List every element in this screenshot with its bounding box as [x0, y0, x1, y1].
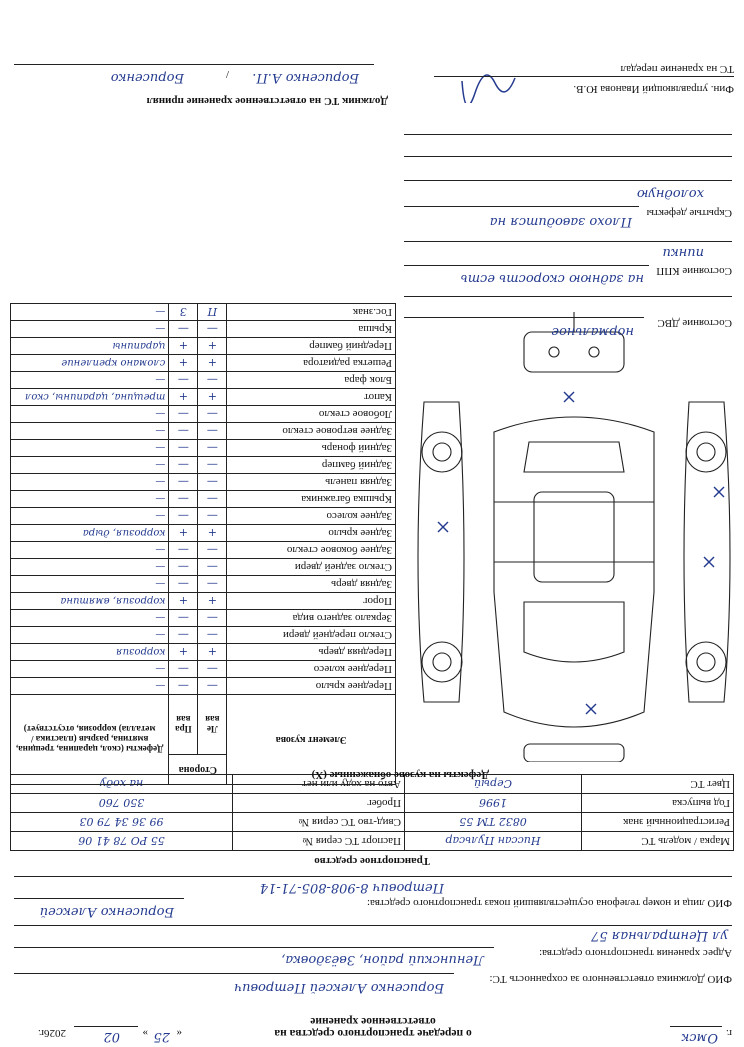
vehicle-value: на ходу — [11, 775, 233, 794]
left-mark: + — [198, 593, 227, 610]
body-row — [11, 423, 396, 440]
gearbox-value-1: на заднюю скорость есть — [460, 271, 644, 286]
body-row — [11, 678, 396, 695]
left-mark: — — [198, 372, 227, 389]
left-mark: — — [198, 610, 227, 627]
body-element-name: Лобовое стекло — [227, 406, 396, 423]
left-mark: — — [198, 321, 227, 338]
right-mark: + — [169, 525, 198, 542]
defect-desc: — — [11, 627, 169, 644]
hidden-defects-value-1: Плохо заводится на — [489, 214, 632, 229]
body-element-name: Задний фонарь — [227, 440, 396, 457]
document-title: о передаче транспортного средства на ответственное хранение — [274, 1015, 472, 1039]
right-mark: — — [169, 576, 198, 593]
hidden-defects-value-2: холодную — [636, 186, 704, 201]
vehicle-value: 55 РО 78 41 06 — [11, 832, 233, 851]
body-row — [11, 525, 396, 542]
body-row — [11, 372, 396, 389]
right-mark: — — [169, 372, 198, 389]
vehicle-label: Паспорт ТС серия № — [233, 832, 405, 851]
col-defects-header: Дефекты (скол, царапина, трещина, вмятина, разрыв (пластика / металла) коррозия, отсутствует) — [11, 695, 169, 785]
defect-desc: — — [11, 474, 169, 491]
vehicle-value: 99 36 34 79 03 — [11, 813, 233, 832]
right-mark: — — [169, 559, 198, 576]
transfer-signature — [460, 67, 520, 103]
left-mark: — — [198, 508, 227, 525]
left-mark: + — [198, 355, 227, 372]
car-body-diagram — [404, 302, 744, 762]
address-value-1: Ленинский район, Звёздовка, — [281, 952, 484, 967]
car-outline-right-side — [418, 402, 464, 702]
vehicle-value: Серый — [405, 775, 582, 794]
car-outline-front-rear — [524, 312, 624, 762]
accept-name: Борисенко А.П. — [252, 70, 359, 85]
right-mark: — — [169, 491, 198, 508]
defect-desc: — — [11, 508, 169, 525]
right-mark: — — [169, 661, 198, 678]
defect-desc: — — [11, 406, 169, 423]
defect-desc: царапины — [11, 338, 169, 355]
body-element-name: Решетка радиатора — [227, 355, 396, 372]
fio-phone-value-1: Борисенко Алексей — [39, 904, 174, 919]
left-mark: + — [198, 338, 227, 355]
defect-desc: — — [11, 559, 169, 576]
right-mark: + — [169, 355, 198, 372]
left-mark: — — [198, 423, 227, 440]
body-element-name: Задняя панель — [227, 474, 396, 491]
defect-desc: — — [11, 423, 169, 440]
date-year: 2026г. — [37, 1027, 66, 1039]
address-value-2: ул Центральная 57 — [591, 928, 728, 943]
right-mark: + — [169, 389, 198, 406]
right-mark: — — [169, 542, 198, 559]
body-row — [11, 559, 396, 576]
body-row — [11, 508, 396, 525]
vehicle-label: Регистрационный знак — [582, 813, 734, 832]
right-mark: — — [169, 610, 198, 627]
col-side-header: Сторона — [169, 755, 227, 785]
defect-desc: — — [11, 678, 169, 695]
left-mark: — — [198, 661, 227, 678]
right-mark: + — [169, 644, 198, 661]
vehicle-value: 0832 ТМ 55 — [405, 813, 582, 832]
defect-desc: коррозия, дыра — [11, 525, 169, 542]
body-row — [11, 644, 396, 661]
right-mark: — — [169, 474, 198, 491]
body-element-name: Капот — [227, 389, 396, 406]
body-element-name: Порог — [227, 593, 396, 610]
gearbox-value-2: пинки — [662, 245, 704, 260]
body-row — [11, 627, 396, 644]
body-element-name: Передняя дверь — [227, 644, 396, 661]
left-mark: + — [198, 644, 227, 661]
left-mark: П — [198, 304, 227, 321]
defects-diagram-title: Дефекты на кузове обнаженные (Х) — [311, 769, 489, 781]
defect-desc: — — [11, 321, 169, 338]
right-mark: — — [169, 423, 198, 440]
right-mark: — — [169, 440, 198, 457]
body-element-name: Заднее крыло — [227, 525, 396, 542]
right-mark: — — [169, 321, 198, 338]
body-element-name: Заднее колесо — [227, 508, 396, 525]
date-month: 02 — [103, 1029, 120, 1044]
body-element-name: Стекло задней двери — [227, 559, 396, 576]
hidden-defects-label: Скрытые дефекты — [646, 207, 732, 219]
body-element-name: Задний бампер — [227, 457, 396, 474]
vehicle-label: Цвет ТС — [582, 775, 734, 794]
body-element-name: Зеркало заднего вида — [227, 610, 396, 627]
vehicle-value: 350 760 — [11, 794, 233, 813]
signature-scribble — [460, 73, 520, 103]
left-mark: + — [198, 389, 227, 406]
date-open: « — [176, 1027, 182, 1039]
fio-phone-label: ФИО лица и номер телефона осуществлявший показ транспортного средства: — [366, 897, 732, 909]
right-mark: — — [169, 457, 198, 474]
body-row — [11, 474, 396, 491]
vehicle-label: Свид-тво ТС серия № — [233, 813, 405, 832]
engine-value: нормальное — [551, 324, 634, 339]
body-row — [11, 610, 396, 627]
date-day: 25 — [153, 1029, 170, 1044]
right-mark: — — [169, 678, 198, 695]
body-row — [11, 406, 396, 423]
date-sep: » — [142, 1027, 148, 1039]
body-row — [11, 389, 396, 406]
fio-phone-value-2: Петрович 8-908-805-71-14 — [259, 880, 444, 895]
defect-desc: сломано крепление — [11, 355, 169, 372]
vehicle-label: Марка / модель ТС — [582, 832, 734, 851]
accept-title: Должник ТС на ответственное хранение принял — [146, 95, 388, 107]
body-row — [11, 593, 396, 610]
left-mark: — — [198, 576, 227, 593]
col-element-header: Элемент кузова — [227, 695, 396, 785]
body-row — [11, 457, 396, 474]
accept-sep: / — [225, 68, 229, 80]
right-mark: З — [169, 304, 198, 321]
defect-desc: — — [11, 542, 169, 559]
city-prefix: г. — [725, 1027, 732, 1039]
body-row — [11, 491, 396, 508]
defect-desc: — — [11, 304, 169, 321]
right-mark: + — [169, 593, 198, 610]
body-element-name: Крышка багажника — [227, 491, 396, 508]
defect-desc: — — [11, 576, 169, 593]
body-element-name: Передний бампер — [227, 338, 396, 355]
left-mark: + — [198, 525, 227, 542]
body-element-name: Заднее ветровое стекло — [227, 423, 396, 440]
right-mark: — — [169, 508, 198, 525]
responsible-label: ФИО Должника ответственного за сохранность ТС: — [489, 973, 732, 985]
body-element-name: Переднее крыло — [227, 678, 396, 695]
left-mark: — — [198, 440, 227, 457]
body-defects-table — [10, 303, 396, 785]
body-row — [11, 542, 396, 559]
vehicle-row — [11, 813, 734, 832]
responsible-value: Борисенко Алексей Петрович — [234, 980, 444, 995]
defect-desc: — — [11, 440, 169, 457]
left-mark: — — [198, 457, 227, 474]
vehicle-section-title: Транспортное средство — [314, 855, 430, 867]
transfer-role: Фин. управляющий Иванова Ю.В. — [573, 83, 734, 95]
defect-desc: — — [11, 372, 169, 389]
right-mark: — — [169, 406, 198, 423]
left-mark: — — [198, 406, 227, 423]
car-outline-top — [494, 417, 654, 727]
vehicle-row — [11, 794, 734, 813]
left-mark: — — [198, 559, 227, 576]
body-element-name: Заднее боковое стекло — [227, 542, 396, 559]
transfer-caption: ТС на хранение передал — [620, 63, 734, 75]
col-right-header: Пра вая — [169, 695, 198, 755]
body-row — [11, 304, 396, 321]
body-row — [11, 321, 396, 338]
body-element-name: Гос.знак — [227, 304, 396, 321]
right-mark: — — [169, 627, 198, 644]
body-table-header-row-1 — [11, 755, 396, 785]
defect-desc: — — [11, 491, 169, 508]
defect-desc: — — [11, 661, 169, 678]
right-mark: + — [169, 338, 198, 355]
col-left-header: Ле вая — [198, 695, 227, 755]
body-element-name: Блок фара — [227, 372, 396, 389]
vehicle-row — [11, 832, 734, 851]
left-mark: — — [198, 474, 227, 491]
vehicle-label: Год выпуска — [582, 794, 734, 813]
left-mark: — — [198, 627, 227, 644]
vehicle-label: Авто на ходу или нет — [233, 775, 405, 794]
body-element-name: Стекло передней двери — [227, 627, 396, 644]
address-label: Адрес хранения транспортного средства: — [539, 947, 732, 959]
vehicle-label: Пробег — [233, 794, 405, 813]
vehicle-value: Ниссан Пульсар — [405, 832, 582, 851]
car-outline-left-side — [684, 402, 730, 702]
defect-desc: коррозия, вмятина — [11, 593, 169, 610]
body-row — [11, 576, 396, 593]
defect-desc: трещина, царапины, скол — [11, 389, 169, 406]
accept-sign: Борисенко — [110, 70, 184, 85]
body-element-name: Переднее колесо — [227, 661, 396, 678]
defect-marks — [438, 392, 724, 714]
gearbox-label: Состояние КПП — [656, 265, 732, 277]
vehicle-table — [10, 774, 734, 851]
body-element-name: Крыша — [227, 321, 396, 338]
defect-desc: — — [11, 610, 169, 627]
body-row — [11, 661, 396, 678]
body-row — [11, 440, 396, 457]
left-mark: — — [198, 542, 227, 559]
left-mark: — — [198, 678, 227, 695]
vehicle-value: 1996 — [405, 794, 582, 813]
body-element-name: Задняя дверь — [227, 576, 396, 593]
city-value: Омск — [681, 1030, 718, 1045]
engine-label: Состояние ДВС — [657, 317, 732, 329]
defect-desc: — — [11, 457, 169, 474]
left-mark: — — [198, 491, 227, 508]
defect-desc: коррозия — [11, 644, 169, 661]
body-row — [11, 355, 396, 372]
body-row — [11, 338, 396, 355]
